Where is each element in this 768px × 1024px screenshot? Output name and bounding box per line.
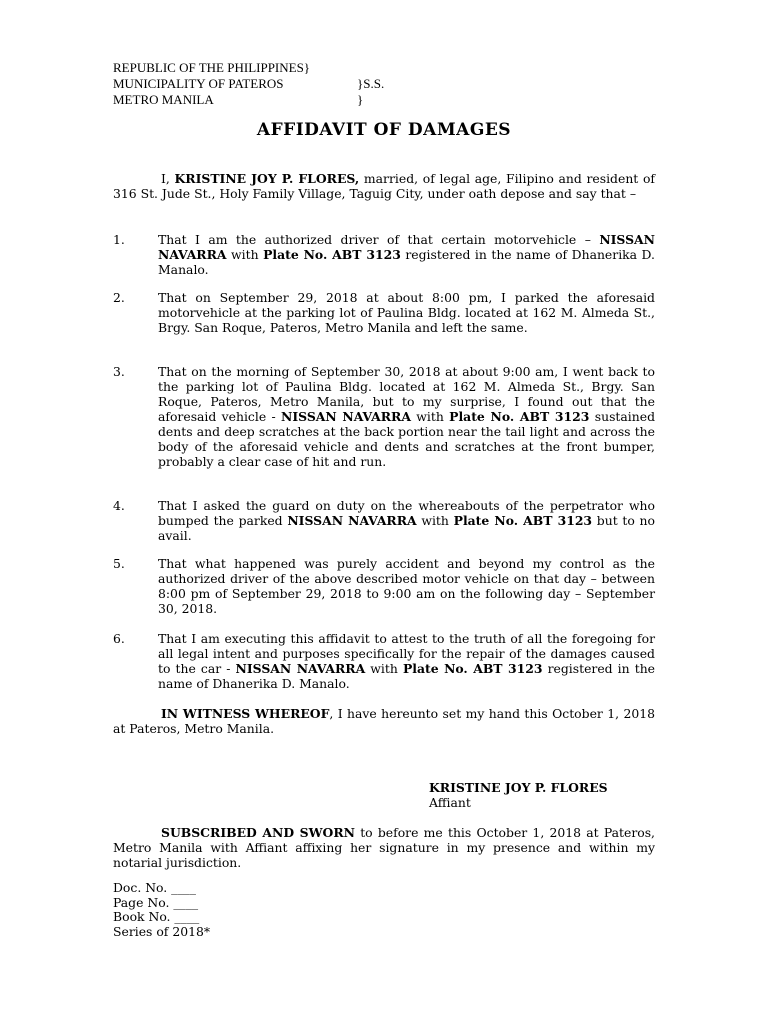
item-text xyxy=(158,232,655,277)
vehicle-name: NISSAN NAVARRA xyxy=(287,513,417,528)
item-text: That on September 29, 2018 at about 8:00 pm, I parked the aforesaid motorvehicle at the parking lot of Paulina Bldg. located at 162 M. Almeda St., Brgy. San Roque, Pateros, Metro Manila and left the same. xyxy=(158,290,655,335)
item-text xyxy=(158,498,655,543)
item-text xyxy=(158,631,655,691)
plate-number: Plate No. ABT 3123 xyxy=(402,661,543,676)
affiant-name-bold: KRISTINE JOY P. FLORES, xyxy=(174,171,360,186)
numbered-item xyxy=(113,498,655,543)
document-title: AFFIDAVIT OF DAMAGES xyxy=(256,120,512,140)
item-text-part: with xyxy=(226,247,264,262)
notarial-register xyxy=(113,881,210,939)
item-text-part: with xyxy=(416,513,454,528)
item-number: 6. xyxy=(113,631,125,646)
numbered-item xyxy=(113,631,655,691)
signature-block xyxy=(429,780,608,810)
item-text-part: with xyxy=(365,661,403,676)
numbered-item xyxy=(113,556,655,616)
vehicle-name: NISSAN NAVARRA xyxy=(281,409,411,424)
numbered-item xyxy=(113,364,655,469)
witness-rest: , I have hereunto set my hand this October 1, 2018 at Pateros, Metro Manila. xyxy=(113,706,655,736)
item-text-part: registered in the name of Dhanerika D. Manalo. xyxy=(158,661,656,691)
venue-brace: } xyxy=(357,92,364,107)
jurat-rest: to before me this October 1, 2018 at Pateros, Metro Manila with Affiant affixing her signature in my presence and within my notarial jurisdiction. xyxy=(113,825,655,870)
venue-metro-manila: METRO MANILA xyxy=(113,92,214,107)
vehicle-name: NISSAN NAVARRA xyxy=(158,232,655,262)
item-text-part: registered in the name of Dhanerika D. Manalo. xyxy=(158,247,655,277)
item-number: 4. xyxy=(113,498,125,513)
venue-republic: REPUBLIC OF THE PHILIPPINES} xyxy=(113,60,311,75)
page-number: Page No. ____ xyxy=(113,894,199,910)
item-number: 3. xyxy=(113,364,125,379)
subscribed-sworn-bold: SUBSCRIBED AND SWORN xyxy=(161,825,355,840)
vehicle-name: NISSAN NAVARRA xyxy=(235,661,366,676)
item-text-part: That on the morning of September 30, 2018 at about 9:00 am, I went back to the parking lot of Paulina Bldg. located at 162 M. Almeda St., Brgy. San Roque, Pateros, Metro Manila, but to my surprise, I found out that the aforesaid vehicle - xyxy=(158,364,655,424)
venue-municipality: MUNICIPALITY OF PATEROS xyxy=(113,76,284,91)
venue-block xyxy=(113,60,384,108)
book-number: Book No. ____ xyxy=(113,909,200,924)
intro-paragraph xyxy=(113,171,655,201)
intro-prefix: I, xyxy=(161,171,175,186)
item-number: 2. xyxy=(113,290,125,305)
item-number: 1. xyxy=(113,232,125,247)
item-text-part: with xyxy=(410,409,450,424)
item-text xyxy=(158,364,655,469)
item-text-part: That I am executing this affidavit to attest to the truth of all the foregoing for all legal intent and purposes specifically for the repair of the damages caused to the car - xyxy=(158,631,655,676)
venue-ss: }S.S. xyxy=(357,76,385,91)
jurat-paragraph xyxy=(113,825,655,870)
item-text: That what happened was purely accident and beyond my control as the authorized driver of the above described motor vehicle on that day – between 8:00 pm of September 29, 2018 to 9:00 am on the following day – September 30, 2018. xyxy=(158,556,655,616)
doc-number: Doc. No. ____ xyxy=(113,880,196,895)
numbered-item xyxy=(113,232,655,277)
signatory-name: KRISTINE JOY P. FLORES xyxy=(429,780,608,795)
item-text-part: That I asked the guard on duty on the whereabouts of the perpetrator who bumped the parked xyxy=(158,498,655,528)
witness-paragraph xyxy=(113,706,655,736)
numbered-item xyxy=(113,290,655,335)
item-text-part: but to no avail. xyxy=(158,513,656,543)
witness-whereof-bold: IN WITNESS WHEREOF xyxy=(161,706,330,721)
plate-number: Plate No. ABT 3123 xyxy=(453,513,593,528)
item-number: 5. xyxy=(113,556,125,571)
item-text-part: That I am the authorized driver of that certain motorvehicle – xyxy=(158,232,600,247)
plate-number: Plate No. ABT 3123 xyxy=(449,409,590,424)
item-text-part: sustained dents and deep scratches at the back portion near the tail light and across the body of the aforesaid vehicle and dents and scratches at the front bumper, probably a clear case of hit and run. xyxy=(158,409,656,469)
intro-rest: married, of legal age, Filipino and resident of 316 St. Jude St., Holy Family Village, Taguig City, under oath depose and say that – xyxy=(113,171,655,201)
plate-number: Plate No. ABT 3123 xyxy=(263,247,401,262)
series-year: Series of 2018* xyxy=(113,923,211,939)
signatory-role: Affiant xyxy=(429,795,471,810)
